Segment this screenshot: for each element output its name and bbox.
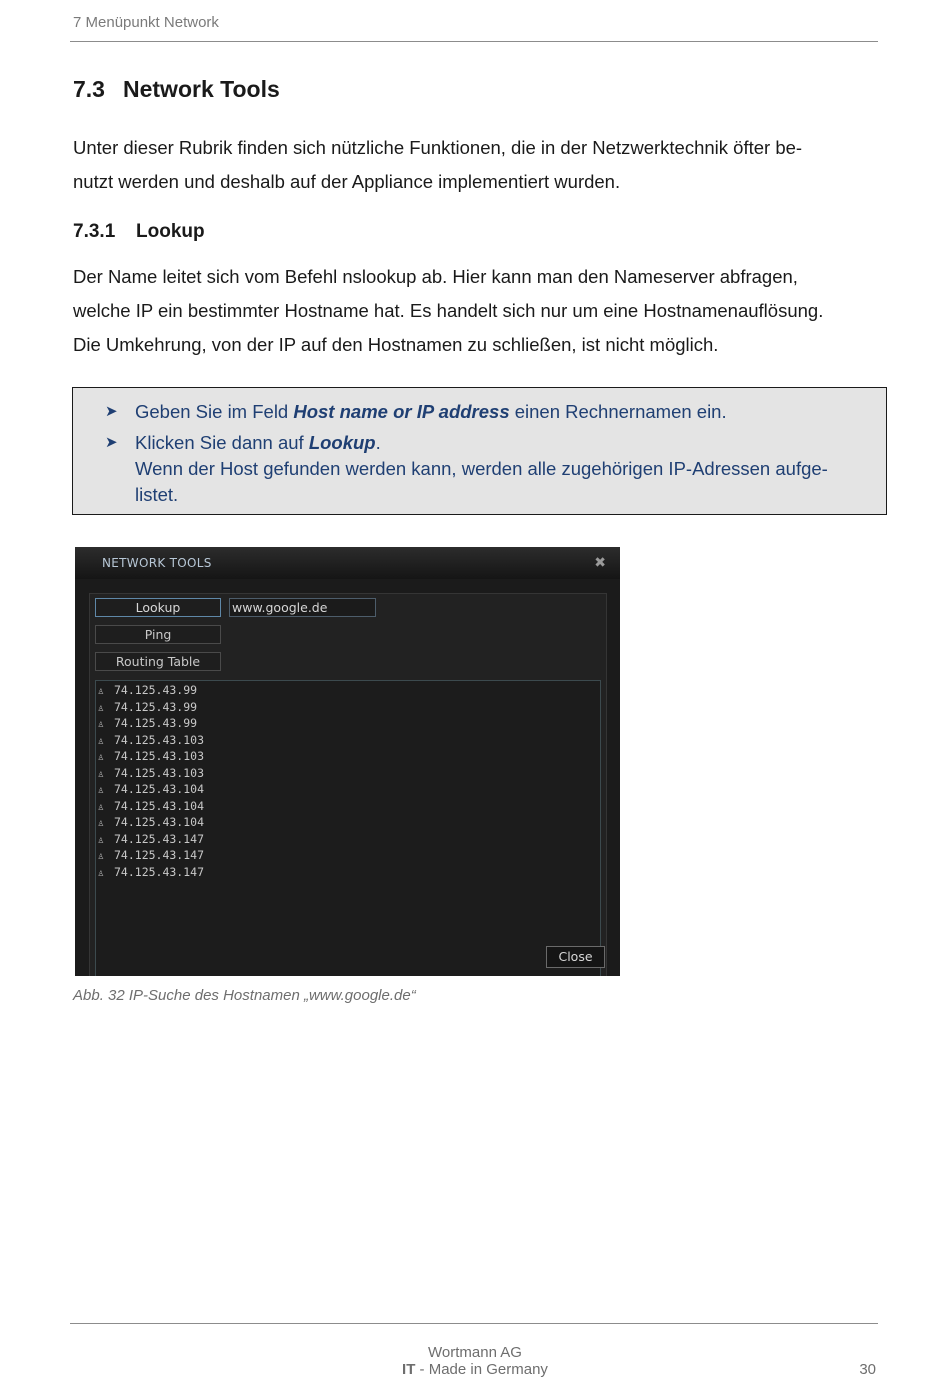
figure-caption: Abb. 32 IP-Suche des Hostnamen „www.google.de“ [73,987,416,1004]
host-icon: ♙ [98,752,105,763]
tagline-rest: - Made in Germany [415,1361,548,1378]
result-row [98,815,204,832]
bullet-arrow-icon: ➤ [105,403,118,420]
instruction-step-1 [105,399,875,425]
result-ip: 74.125.43.147 [114,848,205,862]
result-row [98,848,204,865]
window-titlebar [75,547,620,579]
subsection-heading [73,221,205,243]
field-name-emphasis: Host name or IP address [293,401,510,422]
step-text: Geben Sie im Feld [135,401,294,422]
instruction-step-2 [105,430,875,508]
host-icon: ♙ [98,785,105,796]
result-ip: 74.125.43.147 [114,864,205,879]
routing-table-button[interactable]: Routing Table [95,652,221,671]
description-line: Die Umkehrung, von der IP auf den Hostnamen zu schließen, ist nicht möglich. [73,334,719,355]
page-number: 30 [859,1361,876,1378]
section-number: 7.3 [73,76,105,102]
result-row [98,865,204,882]
result-row [98,832,204,849]
step-text: einen Rechnernamen ein. [509,401,727,422]
result-ip: 74.125.43.103 [114,732,205,747]
window-title: NETWORK TOOLS [102,556,212,570]
result-ip: 74.125.43.99 [114,683,198,697]
result-ip: 74.125.43.147 [114,831,205,846]
result-ip: 74.125.43.104 [114,798,205,813]
description-paragraph [73,260,873,362]
result-ip: 74.125.43.104 [114,782,205,796]
running-header: 7 Menüpunkt Network [73,14,219,31]
description-line: Der Name leitet sich vom Befehl nslookup ab. Hier kann man den Nameserver abfragen, [73,266,798,287]
button-name-emphasis: Lookup [308,432,376,453]
result-row [98,749,204,766]
host-icon: ♙ [98,686,105,697]
result-row [98,716,197,733]
result-row [98,799,204,816]
intro-paragraph [73,131,873,199]
host-icon: ♙ [98,702,105,714]
header-rule [70,41,878,42]
ping-button[interactable]: Ping [95,625,221,644]
result-row [98,782,204,799]
tagline-bold: IT [402,1361,416,1378]
lookup-results-list [95,680,601,976]
result-row [98,766,204,783]
host-icon: ♙ [98,735,105,747]
result-row [98,733,204,750]
subsection-number: 7.3.1 [73,221,116,242]
host-icon: ♙ [98,719,105,730]
result-ip: 74.125.43.103 [114,749,205,763]
result-ip: 74.125.43.104 [114,815,205,829]
host-icon: ♙ [98,851,105,862]
result-ip: 74.125.43.99 [114,716,198,730]
section-title: Network Tools [123,76,280,102]
instruction-box [72,387,887,515]
intro-line: nutzt werden und deshalb auf der Appliance implementiert wurden. [73,171,621,192]
footer-company: Wortmann AG [428,1344,522,1361]
host-icon: ♙ [98,801,105,813]
close-button[interactable]: Close [546,946,605,968]
step-continuation: listet. [135,484,179,505]
tools-panel [89,593,607,976]
result-ip: 74.125.43.99 [114,699,198,714]
footer-tagline [0,1361,950,1378]
lookup-button[interactable]: Lookup [95,598,221,617]
result-ip: 74.125.43.103 [114,765,205,780]
step-continuation: Wenn der Host gefunden werden kann, werden alle zugehörigen IP-Adressen aufge- [135,458,828,479]
intro-line: Unter dieser Rubrik finden sich nützliche Funktionen, die in der Netzwerktechnik öfter be- [73,137,803,158]
subsection-title: Lookup [136,221,205,242]
host-icon: ♙ [98,834,105,846]
network-tools-screenshot [75,547,620,976]
close-icon[interactable]: ✖ [594,555,606,571]
description-line: welche IP ein bestimmter Hostname hat. Es handelt sich nur um eine Hostnamenauflösung. [73,300,824,321]
result-row [98,700,197,717]
bullet-arrow-icon: ➤ [105,434,118,451]
host-name-input[interactable]: www.google.de [229,598,376,617]
section-heading [73,76,280,103]
host-icon: ♙ [98,867,105,879]
footer-rule [70,1323,878,1324]
step-text: Klicken Sie dann auf [135,432,309,453]
step-text: . [375,432,381,453]
result-row [98,683,197,700]
host-icon: ♙ [98,818,105,829]
host-icon: ♙ [98,768,105,780]
